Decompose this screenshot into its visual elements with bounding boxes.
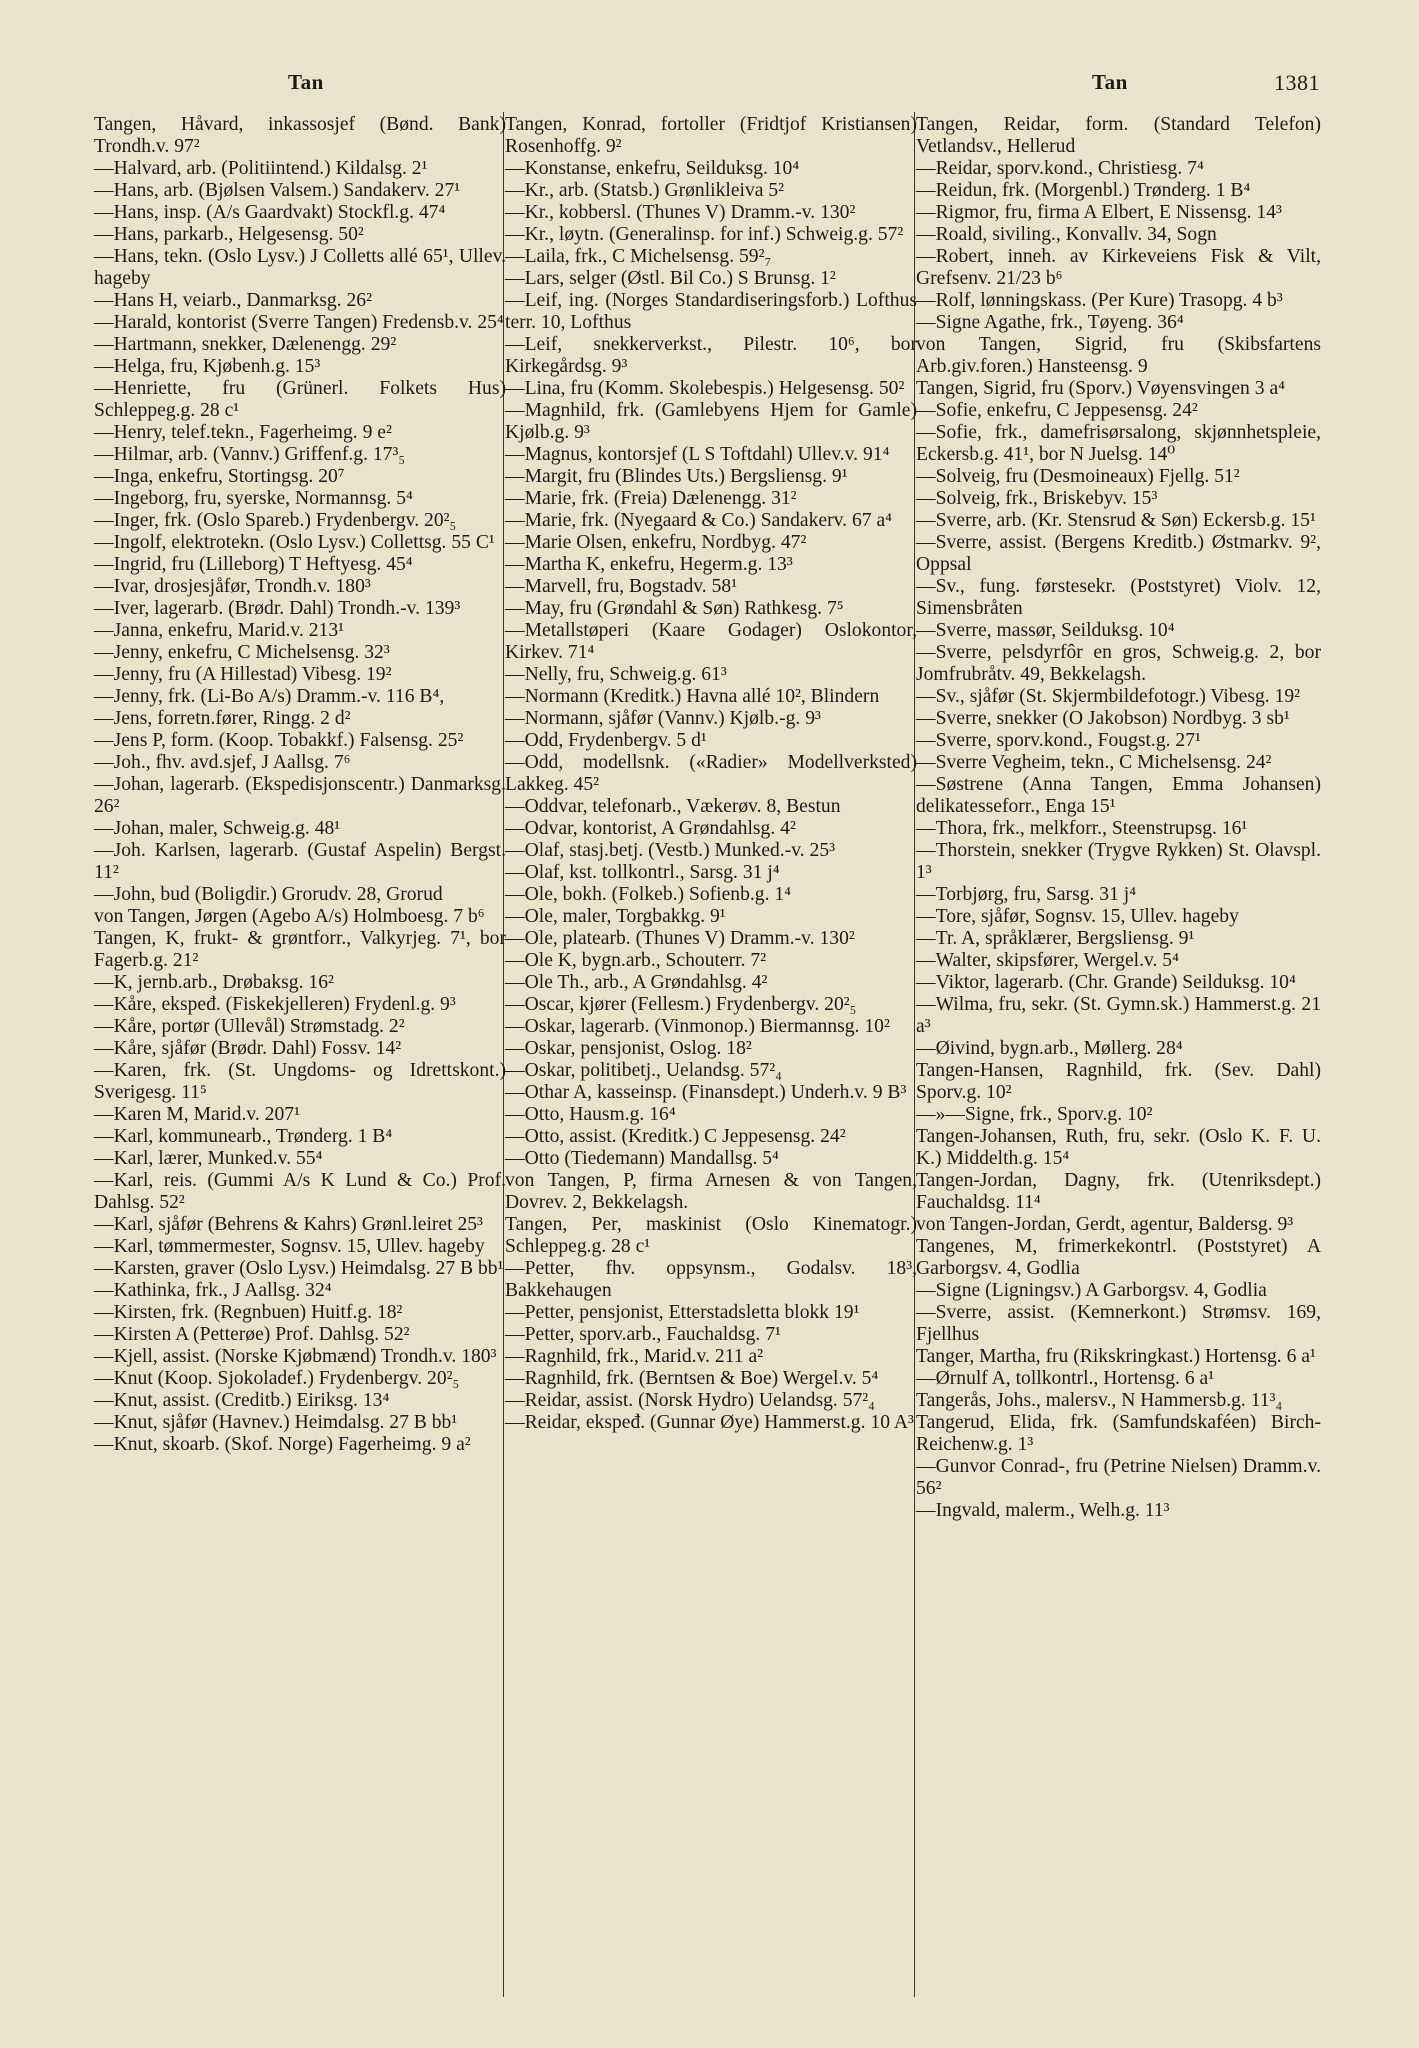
running-header-center: Tan: [1092, 70, 1128, 94]
directory-entry: —Martha K, enkefru, Hegerm.g. 13³: [505, 554, 793, 575]
directory-entry: Tangen-Johansen, Ruth, fru, sekr. (Oslo K. F. U. K.) Middelth.g. 15⁴: [916, 1126, 1321, 1169]
directory-column-2: [505, 114, 917, 1434]
directory-entry: —Wilma, fru, sekr. (St. Gymn.sk.) Hammerst.g. 21 a³: [916, 994, 1321, 1037]
directory-entry: —Knut (Koop. Sjokoladef.) Frydenbergv. 20²₅: [94, 1368, 460, 1389]
directory-entry: —Sofie, enkefru, C Jeppesensg. 24²: [916, 400, 1198, 421]
directory-entry: Tangen, Per, maskinist (Oslo Kinematogr.) Schleppeg.g. 28 c¹: [505, 1214, 917, 1257]
directory-entry: —Karen, frk. (St. Ungdoms- og Idrettskont.) Sverigesg. 11⁵: [94, 1060, 506, 1103]
directory-entry: —Kirsten A (Petterøe) Prof. Dahlsg. 52²: [94, 1324, 410, 1345]
directory-entry: —Ole, platearb. (Thunes V) Dramm.-v. 130²: [505, 928, 855, 949]
directory-entry: —Thora, frk., melkforr., Steenstrupsg. 16¹: [916, 818, 1248, 839]
directory-entry: —Reidar, sporv.kond., Christiesg. 7⁴: [916, 158, 1204, 179]
directory-entry: —Tore, sjåfør, Sognsv. 15, Ullev. hageby: [916, 906, 1239, 927]
directory-entry: —John, bud (Boligdir.) Grorudv. 28, Grorud: [94, 884, 443, 905]
directory-entry: —Marvell, fru, Bogstadv. 58¹: [505, 576, 738, 597]
directory-entry: —Henry, telef.tekn., Fagerheimg. 9 e²: [94, 422, 392, 443]
directory-entry: —Kathinka, frk., J Aallsg. 32⁴: [94, 1280, 332, 1301]
directory-entry: —Jens P, form. (Koop. Tobakkf.) Falsensg. 25²: [94, 730, 464, 751]
directory-entry: —Marie Olsen, enkefru, Nordbyg. 47²: [505, 532, 807, 553]
directory-entry: Tangerås, Johs., malersv., N Hammersb.g. 11³₄: [916, 1390, 1283, 1411]
directory-entry: —Sverre, sporv.kond., Fougst.g. 27¹: [916, 730, 1201, 751]
directory-entry: —Ingolf, elektrotekn. (Oslo Lysv.) Collettsg. 55 C¹: [94, 532, 495, 553]
directory-entry: —Johan, lagerarb. (Ekspedisjonscentr.) Danmarksg. 26²: [94, 774, 506, 817]
directory-entry: —Konstanse, enkefru, Seilduksg. 10⁴: [505, 158, 800, 179]
directory-entry: —Øivind, bygn.arb., Møllerg. 28⁴: [916, 1038, 1183, 1059]
directory-entry: von Tangen, Jørgen (Agebo A/s) Holmboesg. 7 b⁶: [94, 906, 485, 927]
directory-entry: —Odd, Frydenbergv. 5 d¹: [505, 730, 707, 751]
directory-entry: —Odvar, kontorist, A Grøndahlsg. 4²: [505, 818, 796, 839]
directory-entry: —Normann (Kreditk.) Havna allé 10², Blindern: [505, 686, 880, 707]
directory-entry: —Knut, assist. (Creditb.) Eiriksg. 13⁴: [94, 1390, 390, 1411]
directory-entry: —Oscar, kjører (Fellesm.) Frydenbergv. 20²₅: [505, 994, 857, 1015]
directory-entry: —Jens, forretn.fører, Ringg. 2 d²: [94, 708, 351, 729]
directory-entry: —Karsten, graver (Oslo Lysv.) Heimdalsg. 27 B bb¹: [94, 1258, 504, 1279]
directory-entry: —Kåre, sjåfør (Brødr. Dahl) Fossv. 14²: [94, 1038, 402, 1059]
directory-entry: —Odd, modellsnk. («Radier» Modellverksted) Lakkeg. 45²: [505, 752, 917, 795]
directory-entry: —Hans H, veiarb., Danmarksg. 26²: [94, 290, 372, 311]
directory-entry: —Oskar, pensjonist, Oslog. 18²: [505, 1038, 752, 1059]
directory-entry: —Kr., arb. (Statsb.) Grønlikleiva 5²: [505, 180, 785, 201]
directory-entry: Tangen, Konrad, fortoller (Fridtjof Kristiansen) Rosenhoffg. 9²: [505, 114, 917, 157]
directory-entry: —Sv., sjåfør (St. Skjermbildefotogr.) Vibesg. 19²: [916, 686, 1301, 707]
directory-entry: —Gunvor Conrad-, fru (Petrine Nielsen) Dramm.v. 56²: [916, 1456, 1321, 1499]
directory-entry: —Hans, tekn. (Oslo Lysv.) J Colletts allé 65¹, Ullev. hageby: [94, 246, 506, 289]
directory-entry: —Hans, insp. (A/s Gaardvakt) Stockfl.g. 47⁴: [94, 202, 446, 223]
directory-entry: —Ragnhild, frk., Marid.v. 211 a²: [505, 1346, 764, 1367]
directory-entry: —Torbjørg, fru, Sarsg. 31 j⁴: [916, 884, 1137, 905]
directory-entry: —Søstrene (Anna Tangen, Emma Johansen) delikatesseforr., Enga 15¹: [916, 774, 1321, 817]
directory-entry: Tanger, Martha, fru (Rikskringkast.) Hortensg. 6 a¹: [916, 1346, 1316, 1367]
directory-entry: —Thorstein, snekker (Trygve Rykken) St. Olavspl. 1³: [916, 840, 1321, 883]
directory-entry: —Hans, arb. (Bjølsen Valsem.) Sandakerv. 27¹: [94, 180, 461, 201]
directory-entry: —Ivar, drosjesjåfør, Trondh.v. 180³: [94, 576, 371, 597]
directory-column-1: [94, 114, 506, 1456]
directory-entry: —Hans, parkarb., Helgesensg. 50²: [94, 224, 364, 245]
directory-entry: —Ragnhild, frk. (Berntsen & Boe) Wergel.v. 5⁴: [505, 1368, 879, 1389]
directory-entry: —Signe (Ligningsv.) A Garborgsv. 4, Godlia: [916, 1280, 1267, 1301]
directory-entry: —Petter, pensjonist, Etterstadsletta blokk 19¹: [505, 1302, 860, 1323]
directory-entry: —Sverre, pelsdyrfôr en gros, Schweig.g. 2, bor Jomfrubråtv. 49, Bekkelagsh.: [916, 642, 1321, 685]
page-number: 1381: [1274, 70, 1320, 95]
directory-entry: Tangen, Reidar, form. (Standard Telefon) Vetlandsv., Hellerud: [916, 114, 1321, 157]
directory-entry: —Karl, reis. (Gummi A/s K Lund & Co.) Prof. Dahlsg. 52²: [94, 1170, 506, 1213]
directory-entry: —Otto, Hausm.g. 16⁴: [505, 1104, 676, 1125]
directory-entry: —Sverre, arb. (Kr. Stensrud & Søn) Eckersb.g. 15¹: [916, 510, 1316, 531]
directory-entry: —Walter, skipsfører, Wergel.v. 5⁴: [916, 950, 1179, 971]
directory-entry: —Margit, fru (Blindes Uts.) Bergsliensg. 9¹: [505, 466, 848, 487]
directory-entry: —Rolf, lønningskass. (Per Kure) Trasopg. 4 b³: [916, 290, 1283, 311]
directory-entry: —Otto (Tiedemann) Mandallsg. 5⁴: [505, 1148, 779, 1169]
directory-entry: —Rigmor, fru, firma A Elbert, E Nissensg. 14³: [916, 202, 1282, 223]
directory-entry: —Ole Th., arb., A Grøndahlsg. 4²: [505, 972, 768, 993]
directory-entry: —Nelly, fru, Schweig.g. 61³: [505, 664, 727, 685]
directory-entry: —Ørnulf A, tollkontrl., Hortensg. 6 a¹: [916, 1368, 1215, 1389]
directory-entry: —Othar A, kasseinsp. (Finansdept.) Underh.v. 9 B³: [505, 1082, 907, 1103]
directory-entry: —Lars, selger (Østl. Bil Co.) S Brunsg. 1²: [505, 268, 836, 289]
directory-entry: Tangerud, Elida, frk. (Samfundskaféen) Birch-Reichenw.g. 1³: [916, 1412, 1321, 1455]
directory-entry: —Marie, frk. (Freia) Dælenengg. 31²: [505, 488, 797, 509]
directory-entry: —Solveig, fru (Desmoineaux) Fjellg. 51²: [916, 466, 1240, 487]
directory-entry: —Petter, sporv.arb., Fauchaldsg. 7¹: [505, 1324, 781, 1345]
directory-entry: —Karl, lærer, Munked.v. 55⁴: [94, 1148, 323, 1169]
directory-entry: —Lina, fru (Komm. Skolebespis.) Helgesensg. 50²: [505, 378, 905, 399]
directory-entry: —Roald, siviling., Konvallv. 34, Sogn: [916, 224, 1217, 245]
directory-entry: —Marie, frk. (Nyegaard & Co.) Sandakerv. 67 a⁴: [505, 510, 892, 531]
directory-entry: Tangen-Hansen, Ragnhild, frk. (Sev. Dahl) Sporv.g. 10²: [916, 1060, 1321, 1103]
directory-entry: —Reidar, assist. (Norsk Hydro) Uelandsg. 57²₄: [505, 1390, 875, 1411]
directory-entry: Tangenes, M, frimerkekontrl. (Poststyret) A Garborgsv. 4, Godlia: [916, 1236, 1321, 1279]
directory-entry: —Sofie, frk., damefrisørsalong, skjønnhetspleie, Eckersb.g. 41¹, bor N Juelsg. 14⁰: [916, 422, 1321, 465]
directory-entry: —Olaf, kst. tollkontrl., Sarsg. 31 j⁴: [505, 862, 780, 883]
directory-entry: —Helga, fru, Kjøbenh.g. 15³: [94, 356, 321, 377]
directory-entry: —Oskar, lagerarb. (Vinmonop.) Biermannsg. 10²: [505, 1016, 890, 1037]
directory-entry: —Oddvar, telefonarb., Vækerøv. 8, Bestun: [505, 796, 841, 817]
directory-entry: —Laila, frk., C Michelsensg. 59²₇: [505, 246, 772, 267]
directory-entry: —Leif, ing. (Norges Standardiseringsforb.) Lofthus terr. 10, Lofthus: [505, 290, 917, 333]
directory-entry: —Kr., løytn. (Generalinsp. for inf.) Schweig.g. 57²: [505, 224, 904, 245]
directory-entry: —May, fru (Grøndahl & Søn) Rathkesg. 7⁵: [505, 598, 844, 619]
directory-entry: —Jenny, frk. (Li-Bo A/s) Dramm.-v. 116 B⁴,: [94, 686, 445, 707]
directory-entry: —Leif, snekkerverkst., Pilestr. 10⁶, bor Kirkegårdsg. 9³: [505, 334, 917, 377]
directory-entry: —Petter, fhv. oppsynsm., Godalsv. 18³, Bakkehaugen: [505, 1258, 917, 1301]
directory-entry: —Janna, enkefru, Marid.v. 213¹: [94, 620, 345, 641]
directory-entry: Tangen, Sigrid, fru (Sporv.) Vøyensvingen 3 a⁴: [916, 378, 1285, 399]
directory-entry: —Magnus, kontorsjef (L S Toftdahl) Ullev.v. 91⁴: [505, 444, 890, 465]
directory-entry: —Sverre, assist. (Kemnerkont.) Strømsv. 169, Fjellhus: [916, 1302, 1321, 1345]
directory-entry: —Johan, maler, Schweig.g. 48¹: [94, 818, 341, 839]
directory-entry: —Karl, kommunearb., Trønderg. 1 B⁴: [94, 1126, 393, 1147]
running-header-left: Tan: [288, 70, 324, 94]
directory-entry: —Hilmar, arb. (Vannv.) Griffenf.g. 17³₅: [94, 444, 406, 465]
directory-entry: —Knut, sjåfør (Havnev.) Heimdalsg. 27 B bb¹: [94, 1412, 458, 1433]
directory-entry: Tangen-Jordan, Dagny, frk. (Utenriksdept.) Fauchaldsg. 11⁴: [916, 1170, 1321, 1213]
directory-entry: —Joh., fhv. avd.sjef, J Aallsg. 7⁶: [94, 752, 351, 773]
directory-entry: —Harald, kontorist (Sverre Tangen) Fredensb.v. 25⁴: [94, 312, 504, 333]
directory-entry: von Tangen, Sigrid, fru (Skibsfartens Arb.giv.foren.) Hansteensg. 9: [916, 334, 1321, 377]
directory-entry: —Oskar, politibetj., Uelandsg. 57²₄: [505, 1060, 782, 1081]
directory-entry: —Robert, inneh. av Kirkeveiens Fisk & Vilt, Grefsenv. 21/23 b⁶: [916, 246, 1321, 289]
directory-entry: —Kr., kobbersl. (Thunes V) Dramm.-v. 130²: [505, 202, 856, 223]
directory-entry: —Ole, bokh. (Folkeb.) Sofienb.g. 1⁴: [505, 884, 792, 905]
directory-entry: —Tr. A, språklærer, Bergsliensg. 9¹: [916, 928, 1195, 949]
directory-entry: —Olaf, stasj.betj. (Vestb.) Munked.-v. 25³: [505, 840, 836, 861]
directory-entry: —Henriette, fru (Grünerl. Folkets Hus) Schleppeg.g. 28 c¹: [94, 378, 506, 421]
directory-entry: —K, jernb.arb., Drøbaksg. 16²: [94, 972, 334, 993]
directory-entry: —Viktor, lagerarb. (Chr. Grande) Seilduksg. 10⁴: [916, 972, 1296, 993]
directory-entry: —Ingrid, fru (Lilleborg) T Heftyesg. 45⁴: [94, 554, 413, 575]
directory-entry: —Kjell, assist. (Norske Kjøbmænd) Trondh.v. 180³: [94, 1346, 497, 1367]
directory-entry: —Reidar, ekspeđ. (Gunnar Øye) Hammerst.g. 10 A³: [505, 1412, 914, 1433]
directory-entry: Tangen, Håvard, inkassosjef (Bønd. Bank) Trondh.v. 97²: [94, 114, 506, 157]
directory-entry: —Hartmann, snekker, Dælenengg. 29²: [94, 334, 397, 355]
directory-entry: —Sverre, snekker (O Jakobson) Nordbyg. 3 sb¹: [916, 708, 1290, 729]
directory-entry: —Jenny, fru (A Hillestad) Vibesg. 19²: [94, 664, 392, 685]
directory-entry: —Signe Agathe, frk., Tøyeng. 36⁴: [916, 312, 1184, 333]
directory-entry: —Inga, enkefru, Stortingsg. 20⁷: [94, 466, 345, 487]
directory-entry: —Karl, sjåfør (Behrens & Kahrs) Grønl.leiret 25³: [94, 1214, 483, 1235]
directory-entry: —Kåre, portør (Ullevål) Strømstadg. 2²: [94, 1016, 405, 1037]
directory-entry: —Kåre, ekspeđ. (Fiskekjelleren) Frydenl.g. 9³: [94, 994, 456, 1015]
directory-entry: —Sverre, assist. (Bergens Kreditb.) Østmarkv. 9², Oppsal: [916, 532, 1321, 575]
directory-entry: —Karl, tømmermester, Sognsv. 15, Ullev. hageby: [94, 1236, 485, 1257]
directory-entry: —Sv., fung. førstesekr. (Poststyret) Violv. 12, Simensbråten: [916, 576, 1321, 619]
directory-entry: —Karen M, Marid.v. 207¹: [94, 1104, 300, 1125]
directory-entry: —Ole, maler, Torgbakkg. 9¹: [505, 906, 726, 927]
directory-entry: —Halvard, arb. (Politiintend.) Kildalsg. 2¹: [94, 158, 428, 179]
directory-entry: —Reidun, frk. (Morgenbl.) Trønderg. 1 B⁴: [916, 180, 1251, 201]
directory-entry: —»—Signe, frk., Sporv.g. 10²: [916, 1104, 1153, 1125]
directory-column-3: [916, 114, 1321, 1522]
directory-entry: —Kirsten, frk. (Regnbuen) Huitf.g. 18²: [94, 1302, 403, 1323]
directory-entry: —Iver, lagerarb. (Brødr. Dahl) Trondh.-v. 139³: [94, 598, 461, 619]
directory-entry: —Knut, skoarb. (Skof. Norge) Fagerheimg. 9 a²: [94, 1434, 471, 1455]
directory-entry: von Tangen, P, firma Arnesen & von Tangen, Dovrev. 2, Bekkelagsh.: [505, 1170, 917, 1213]
directory-entry: —Inger, frk. (Oslo Spareb.) Frydenbergv. 20²₅: [94, 510, 457, 531]
directory-entry: —Otto, assist. (Kreditk.) C Jeppesensg. 24²: [505, 1126, 846, 1147]
directory-entry: —Sverre, massør, Seilduksg. 10⁴: [916, 620, 1175, 641]
directory-entry: —Ingeborg, fru, syerske, Normannsg. 5⁴: [94, 488, 413, 509]
directory-entry: —Magnhild, frk. (Gamlebyens Hjem for Gamle) Kjølb.g. 9³: [505, 400, 917, 443]
directory-entry: —Ingvald, malerm., Welh.g. 11³: [916, 1500, 1170, 1521]
directory-entry: —Ole K, bygn.arb., Schouterr. 7²: [505, 950, 767, 971]
directory-entry: —Metallstøperi (Kaare Godager) Oslokontor, Kirkev. 71⁴: [505, 620, 917, 663]
directory-entry: —Solveig, frk., Briskebyv. 15³: [916, 488, 1158, 509]
directory-entry: Tangen, K, frukt- & grøntforr., Valkyrjeg. 7¹, bor Fagerb.g. 21²: [94, 928, 506, 971]
directory-entry: —Normann, sjåfør (Vannv.) Kjølb.-g. 9³: [505, 708, 821, 729]
directory-entry: —Jenny, enkefru, C Michelsensg. 32³: [94, 642, 390, 663]
directory-entry: —Sverre Vegheim, tekn., C Michelsensg. 24²: [916, 752, 1272, 773]
directory-entry: von Tangen-Jordan, Gerdt, agentur, Baldersg. 9³: [916, 1214, 1294, 1235]
directory-entry: —Joh. Karlsen, lagerarb. (Gustaf Aspelin) Bergst. 11²: [94, 840, 506, 883]
